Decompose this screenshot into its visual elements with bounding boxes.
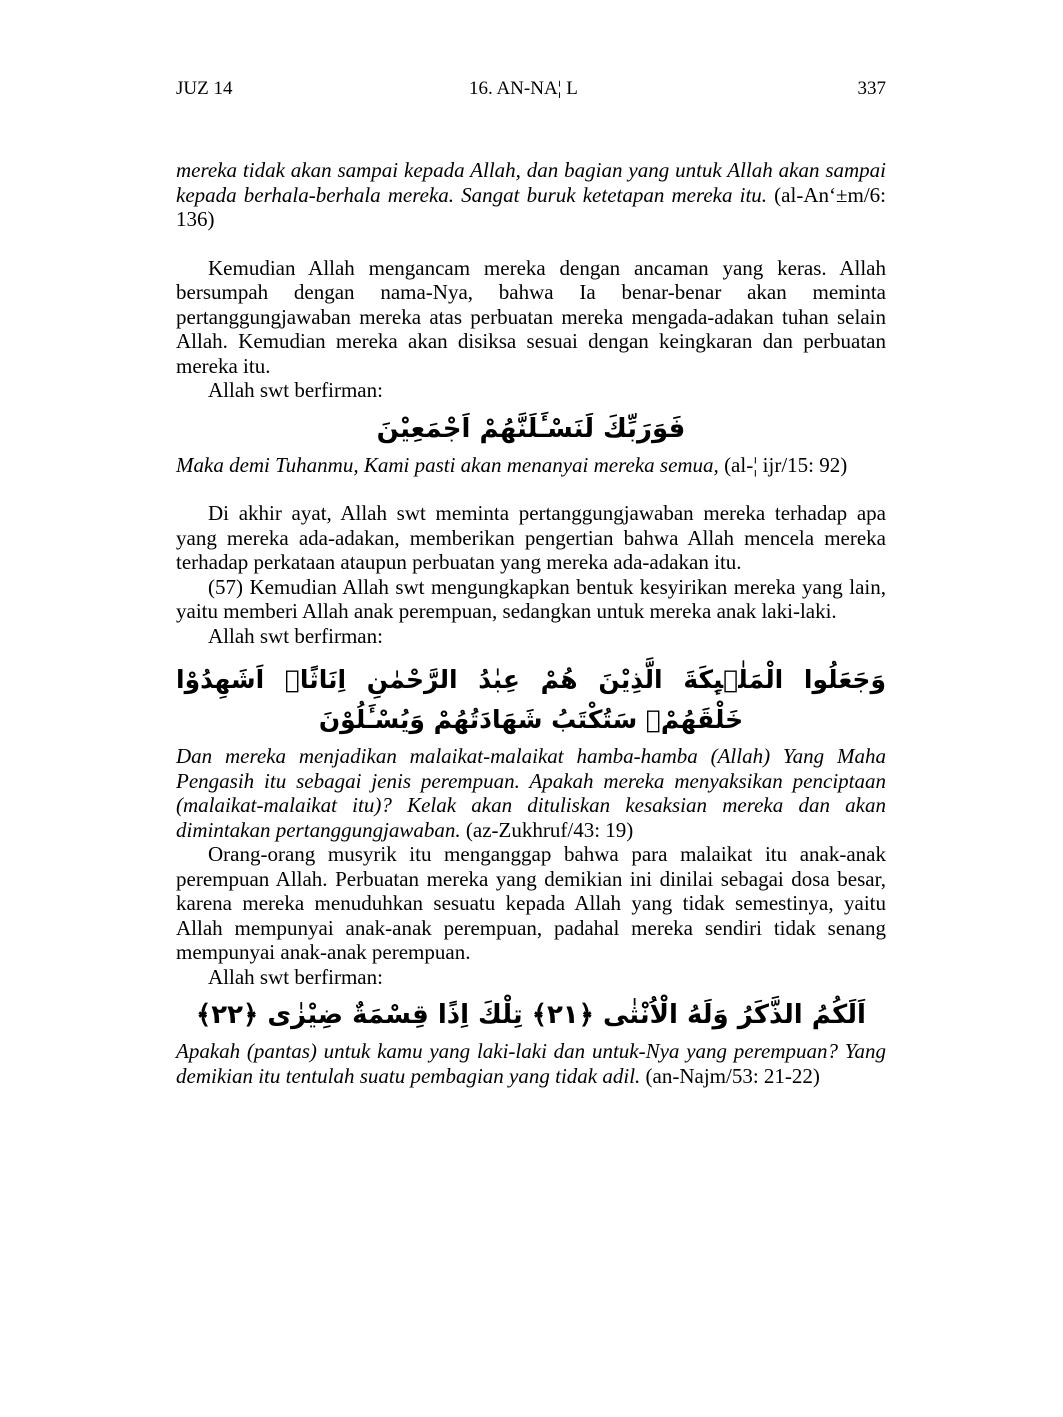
surah-title: 16. AN-NA¦ L (469, 78, 578, 99)
verse-reference: (al-An‘±m/6: 136) (176, 182, 887, 231)
firman-intro: Allah swt berfirman: (208, 964, 383, 989)
arabic-verse: اَلَكُمُ الذَّكَرُ وَلَهُ الْاُنْثٰى ﴿٢١﴾ تِلْكَ اِذًا قِسْمَةٌ ضِيْزٰى ﴿٢٢﴾ (196, 1000, 866, 1030)
translation-paragraph (176, 158, 886, 232)
juz-label: JUZ 14 (176, 78, 233, 99)
firman-intro: Allah swt berfirman: (208, 378, 383, 402)
verse-reference: (an-Najm/53: 21-22) (645, 1063, 820, 1088)
verse-reference: (az-Zukhruf/43: 19) (465, 817, 634, 842)
translation-text: Maka demi Tuhanmu, Kami pasti akan menanyai mereka semua, (176, 452, 719, 477)
arabic-verse: وَجَعَلُوا الْمَلٰۤىِٕكَةَ الَّذِيْنَ هُمْ عِبٰدُ الرَّحْمٰنِ اِنَاثًاۗ اَشَهِدُوْا خَلْقَهُمْۗ سَتُكْتَبُ شَهَادَتُهُمْ وَيُسْـَٔلُوْنَ (176, 665, 886, 734)
translation-text: Apakah (pantas) untuk kamu yang laki-laki dan untuk-Nya yang perempuan? Yang demikian itu tentulah suatu pembagian yang tidak adil. (176, 1039, 886, 1088)
translation-text: Dan mereka menjadikan malaikat-malaikat hamba-hamba (Allah) Yang Maha Pengasih itu sebagai jenis perempuan. Apakah mereka menyaksikan penciptaan (malaikat-malaikat itu)? Kelak akan dituliskan kesaksian mereka dan akan dimintakan pertanggungjawaban. (176, 744, 886, 842)
translation-paragraph (176, 744, 886, 842)
paragraph-gap (176, 477, 886, 501)
paragraph-gap (176, 232, 886, 256)
translation-text: mereka tidak akan sampai kepada Allah, dan bagian yang untuk Allah akan sampai kepada berhala-berhala mereka. Sangat buruk ketetapan mereka itu. (176, 158, 886, 207)
page-body (176, 158, 886, 1088)
body-paragraph: (57) Kemudian Allah swt mengungkapkan bentuk kesyirikan mereka yang lain, yaitu memberi Allah anak perempuan, sedangkan untuk mereka anak laki-laki. (176, 574, 886, 623)
arabic-verse: فَوَرَبِّكَ لَنَسْـَٔلَنَّهُمْ اَجْمَعِيْنَ (376, 413, 686, 444)
body-paragraph: Kemudian Allah mengancam mereka dengan ancaman yang keras. Allah bersumpah dengan nama-Nya, bahwa Ia benar-benar akan meminta pertanggungjawaban mereka atas perbuatan mereka mengada-adakan tuhan selain Allah. Kemudian mereka akan disiksa sesuai dengan keingkaran dan perbuatan mereka itu. (176, 255, 886, 378)
body-paragraph: Orang-orang musyrik itu menganggap bahwa para malaikat itu anak-anak perempuan Allah. Perbuatan mereka yang demikian ini dinilai sebagai dosa besar, karena mereka menuduhkan sesuatu kepada Allah yang tidak semestinya, yaitu Allah mempunyai anak-anak perempuan, padahal mereka sendiri tidak senang mempunyai anak-anak perempuan. (176, 842, 886, 964)
page-number: 337 (857, 78, 886, 99)
body-paragraph: Di akhir ayat, Allah swt meminta pertanggungjawaban mereka terhadap apa yang mereka ada-adakan, memberikan pengertian bahwa Allah mencela mereka terhadap perkataan ataupun perbuatan yang mereka ada-adakan itu. (176, 501, 886, 574)
page-header (176, 76, 886, 102)
translation-paragraph (176, 1039, 886, 1088)
verse-reference: (al-¦ ijr/15: 92) (724, 452, 848, 477)
translation-paragraph (176, 453, 886, 478)
firman-intro: Allah swt berfirman: (208, 623, 383, 648)
